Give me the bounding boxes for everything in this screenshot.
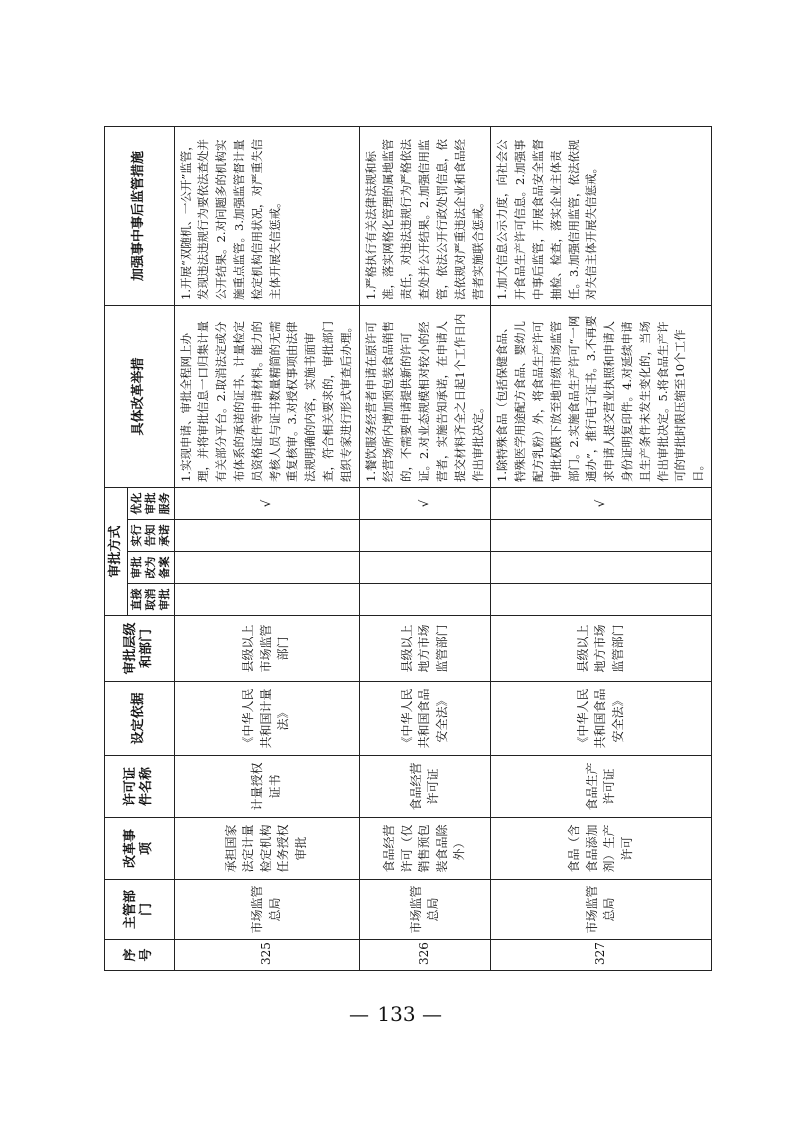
row-seq: 325 (174, 940, 359, 971)
row-method-commitment (491, 520, 712, 552)
header-basis: 设定依据 (105, 682, 175, 756)
row-seq: 326 (359, 940, 491, 971)
row-seq: 327 (491, 940, 712, 971)
row-basis: 《中华人民共和国食品安全法》 (491, 682, 712, 756)
row-level: 县级以上地方市场监管部门 (491, 616, 712, 682)
table-row (359, 126, 491, 970)
page-number-value: 133 (377, 1002, 416, 1026)
row-license: 食品经营许可证 (359, 756, 491, 818)
header-row (105, 126, 128, 970)
header-seq: 序号 (105, 940, 175, 971)
row-item: 食品经营许可（仅销售预包装食品除外） (359, 818, 491, 880)
row-method-optimize-check: √ (359, 487, 491, 519)
row-basis: 《中华人民共和国食品安全法》 (359, 682, 491, 756)
header-supervision: 加强事中事后监管措施 (105, 126, 175, 305)
row-item: 承担国家法定计量检定机构任务授权审批 (174, 818, 359, 880)
header-method: 审批方式 (105, 487, 128, 615)
row-license: 食品生产许可证 (491, 756, 712, 818)
row-method-cancel (359, 584, 491, 616)
table-row (491, 126, 712, 970)
row-measures: 1.实现申请、审批全程网上办理，并将审批信息一口归集计量有关部分平台。2.取消法定或分布体系的承诺的证书、计量检定员资格证件等申请材料。能力的考核人员与证书数量精简的无需重复核审。3.对授权事项由法律法规明确的内容，实施书面审查，符合相关要求的，审批部门组织专家进行形式审查后办理。 (174, 305, 359, 487)
header-item: 改革事项 (105, 818, 175, 880)
header-level: 审批层级和部门 (105, 616, 175, 682)
row-level: 县级以上市场监管部门 (174, 616, 359, 682)
row-dept: 市场监管总局 (359, 880, 491, 940)
row-method-cancel (174, 584, 359, 616)
row-method-optimize-check: √ (174, 487, 359, 519)
row-measures: 1.除特殊食品（包括保健食品、特殊医学用途配方食品、婴幼儿配方乳粉）外，将食品生产许可审批权限下放至地市级市场监管部门。2.实施食品生产许可“一网通办”，推行电子证书。3.不再要求申请人提交营业执照和申请人身份证明复印件。4.对延续申请且生产条件未发生变化的，当场作出审批决定。5.将食品生产许可的审批时限压缩至10个工作日。 (491, 305, 712, 487)
header-method-cancel: 直接取消审批 (128, 584, 174, 616)
row-supervision: 1.开展“双随机、一公开”监管，发现违法违规行为要依法查处并公开结果。2.对问题多的机构实施重点监管。3.加强监管督计量检定机构信用状况，对严重失信主体开展失信惩戒。 (174, 126, 359, 305)
header-license: 许可证件名称 (105, 756, 175, 818)
row-method-filing (491, 552, 712, 584)
header-method-optimize: 优化审批服务 (128, 487, 174, 519)
row-method-filing (174, 552, 359, 584)
header-dept: 主管部门 (105, 880, 175, 940)
page-dash-right: — (421, 1002, 444, 1026)
row-method-cancel (491, 584, 712, 616)
page-dash-left: — (349, 1002, 372, 1026)
row-supervision: 1.严格执行有关法律法规和标准，落实网格化管理的属地监管责任，对违法违规行为严格依法查处并公开结果。2.加强信用监管，依法公开行政处罚信息，依法依规对严重违法企业和食品经营者实施联合惩戒。 (359, 126, 491, 305)
row-method-optimize-check: √ (491, 487, 712, 519)
table-row (174, 126, 359, 970)
header-measures: 具体改革举措 (105, 305, 175, 487)
row-dept: 市场监管总局 (174, 880, 359, 940)
row-level: 县级以上地方市场监管部门 (359, 616, 491, 682)
row-supervision: 1.加大信息公示力度，向社会公开食品生产许可信息。2.加强事中事后监管，开展食品安全监督抽检、检查，落实企业主体责任。3.加强信用监管，依法依规对失信主体开展失信惩戒。 (491, 126, 712, 305)
row-basis: 《中华人民共和国计量法》 (174, 682, 359, 756)
header-method-filing: 审批改为备案 (128, 552, 174, 584)
row-method-commitment (359, 520, 491, 552)
row-method-commitment (174, 520, 359, 552)
row-license: 计量授权证书 (174, 756, 359, 818)
approval-reform-table (104, 126, 712, 971)
page-number (0, 1002, 793, 1026)
row-method-filing (359, 552, 491, 584)
row-dept: 市场监管总局 (491, 880, 712, 940)
row-measures: 1.餐饮服务经营者申请在原许可经营场所内增加预包装食品销售的，不需要申请提供新的许可证。2.对业态规模相对较小的经营者，实施告知承诺，在申请人提交材料齐全之日起1个工作日内作出审批决定。 (359, 305, 491, 487)
rotated-table-page (104, 127, 706, 971)
header-method-commitment: 实行告知承诺 (128, 520, 174, 552)
row-item: 食品（含食品添加剂）生产许可 (491, 818, 712, 880)
